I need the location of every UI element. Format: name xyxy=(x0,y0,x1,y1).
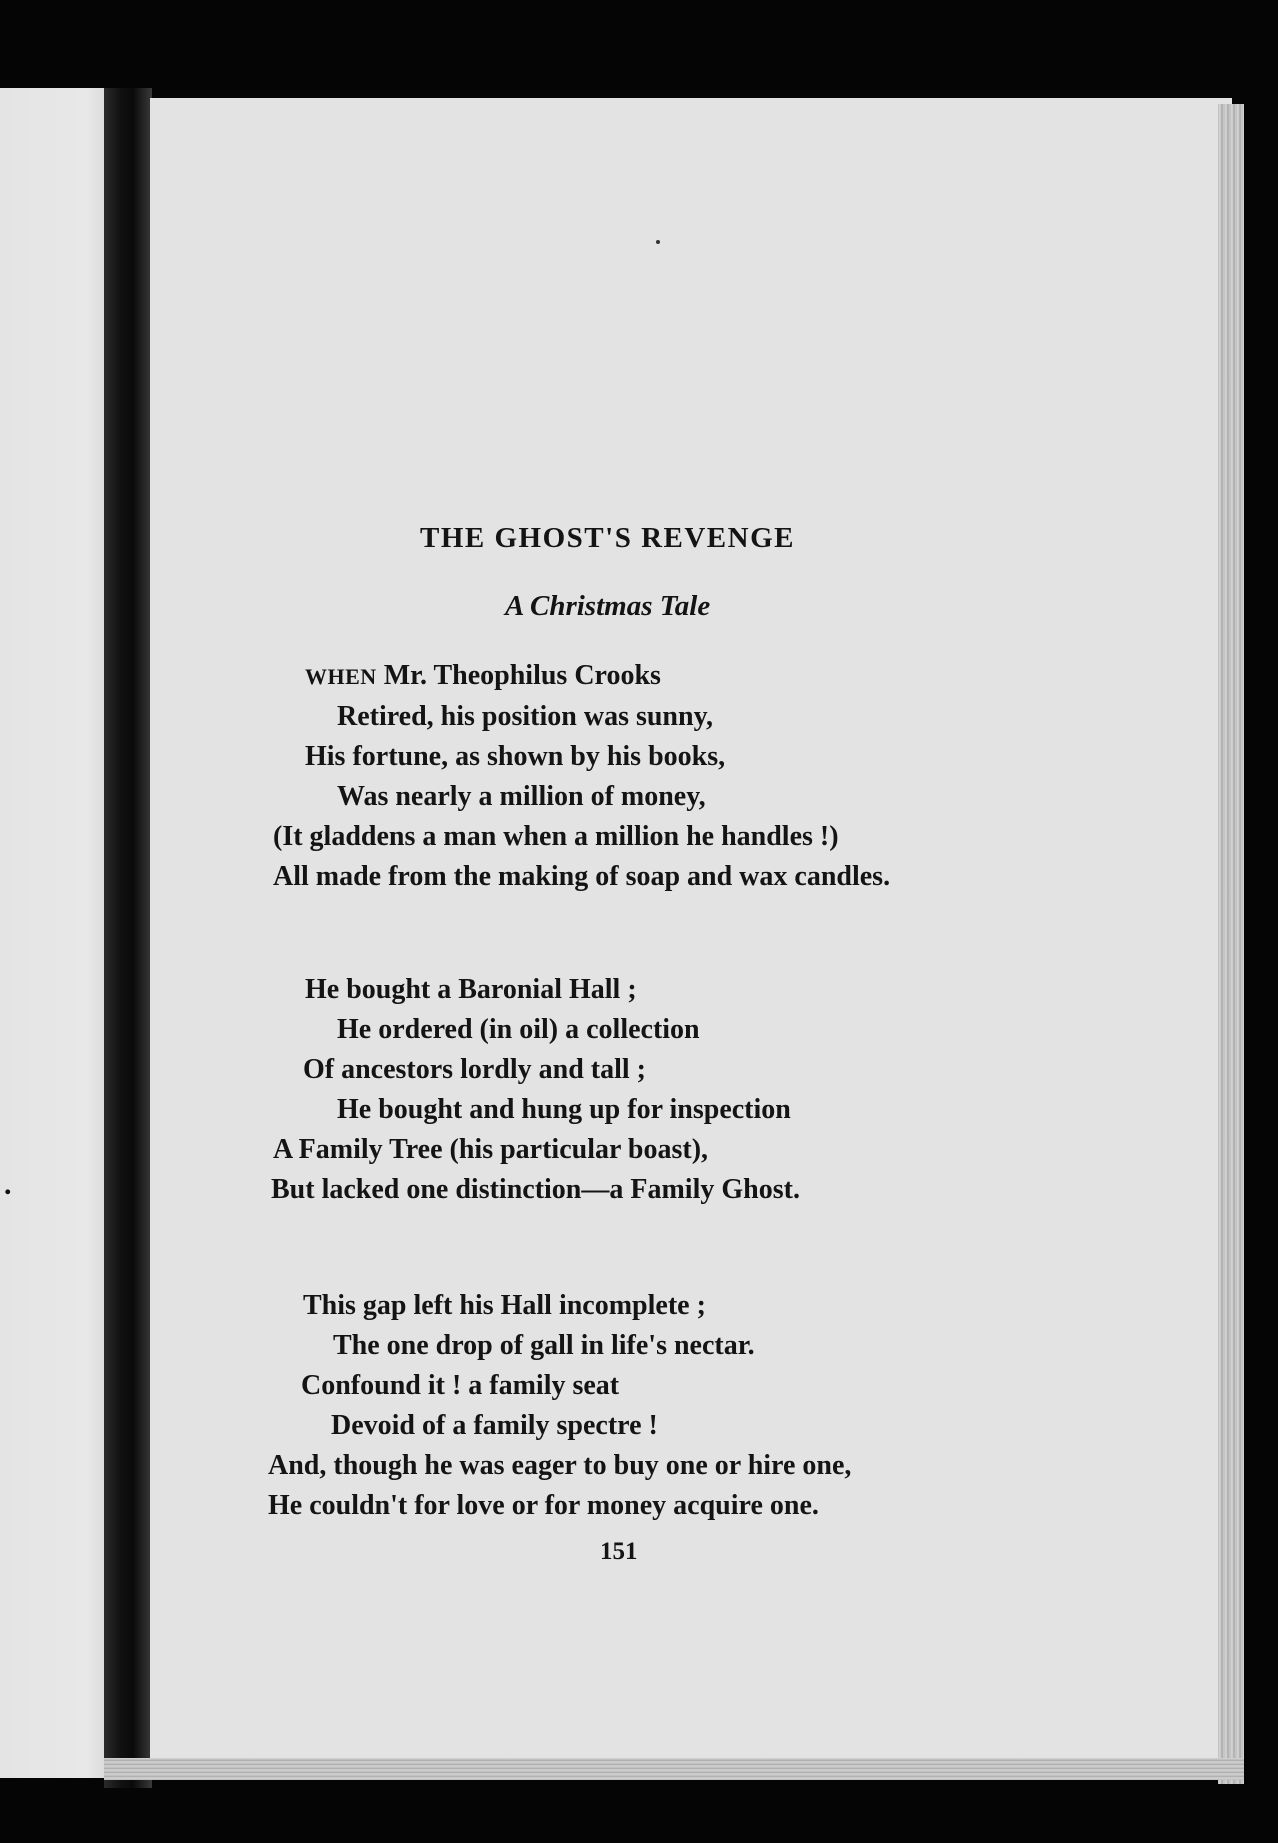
poem-subtitle: A Christmas Tale xyxy=(505,590,711,622)
stanza-1-first-word: WHEN xyxy=(305,664,377,689)
book-spine-gutter xyxy=(104,88,152,1788)
stanza-3-line-4: Devoid of a family spectre ! xyxy=(331,1410,658,1441)
page-edge-right xyxy=(1218,104,1244,1784)
stanza-1-line-5: (It gladdens a man when a million he handles !) xyxy=(273,821,839,852)
stanza-1-line-1-text: Mr. Theophilus Crooks xyxy=(376,660,661,691)
stanza-3-line-3: Confound it ! a family seat xyxy=(301,1370,620,1401)
stanza-1-line-1 xyxy=(305,660,661,692)
poem-title: THE GHOST'S REVENGE xyxy=(420,522,795,554)
left-page-mark-period: . xyxy=(4,1168,12,1201)
page-speck xyxy=(656,240,660,244)
stanza-2-line-2: He ordered (in oil) a collection xyxy=(337,1014,700,1045)
stanza-3-line-6: He couldn't for love or for money acquire one. xyxy=(268,1490,819,1521)
stanza-2-line-4: He bought and hung up for inspection xyxy=(337,1094,791,1125)
page-number: 151 xyxy=(600,1538,638,1565)
page-edge-bottom xyxy=(104,1758,1244,1780)
stanza-2-line-3: Of ancestors lordly and tall ; xyxy=(303,1054,646,1085)
stanza-1-line-6: All made from the making of soap and wax candles. xyxy=(273,861,891,892)
stanza-1-line-4: Was nearly a million of money, xyxy=(337,781,706,812)
stanza-3-line-5: And, though he was eager to buy one or hire one, xyxy=(268,1450,852,1481)
stanza-2-line-5: A Family Tree (his particular boast), xyxy=(273,1134,709,1165)
stanza-1-line-2: Retired, his position was sunny, xyxy=(337,701,714,732)
stanza-3-line-2: The one drop of gall in life's nectar. xyxy=(333,1330,755,1361)
book-page xyxy=(150,98,1232,1778)
stanza-3-line-1: This gap left his Hall incomplete ; xyxy=(303,1290,706,1321)
stanza-2-line-1: He bought a Baronial Hall ; xyxy=(305,974,637,1005)
stanza-1-line-3: His fortune, as shown by his books, xyxy=(305,741,726,772)
stanza-2-line-6: But lacked one distinction—a Family Ghost. xyxy=(271,1174,800,1205)
